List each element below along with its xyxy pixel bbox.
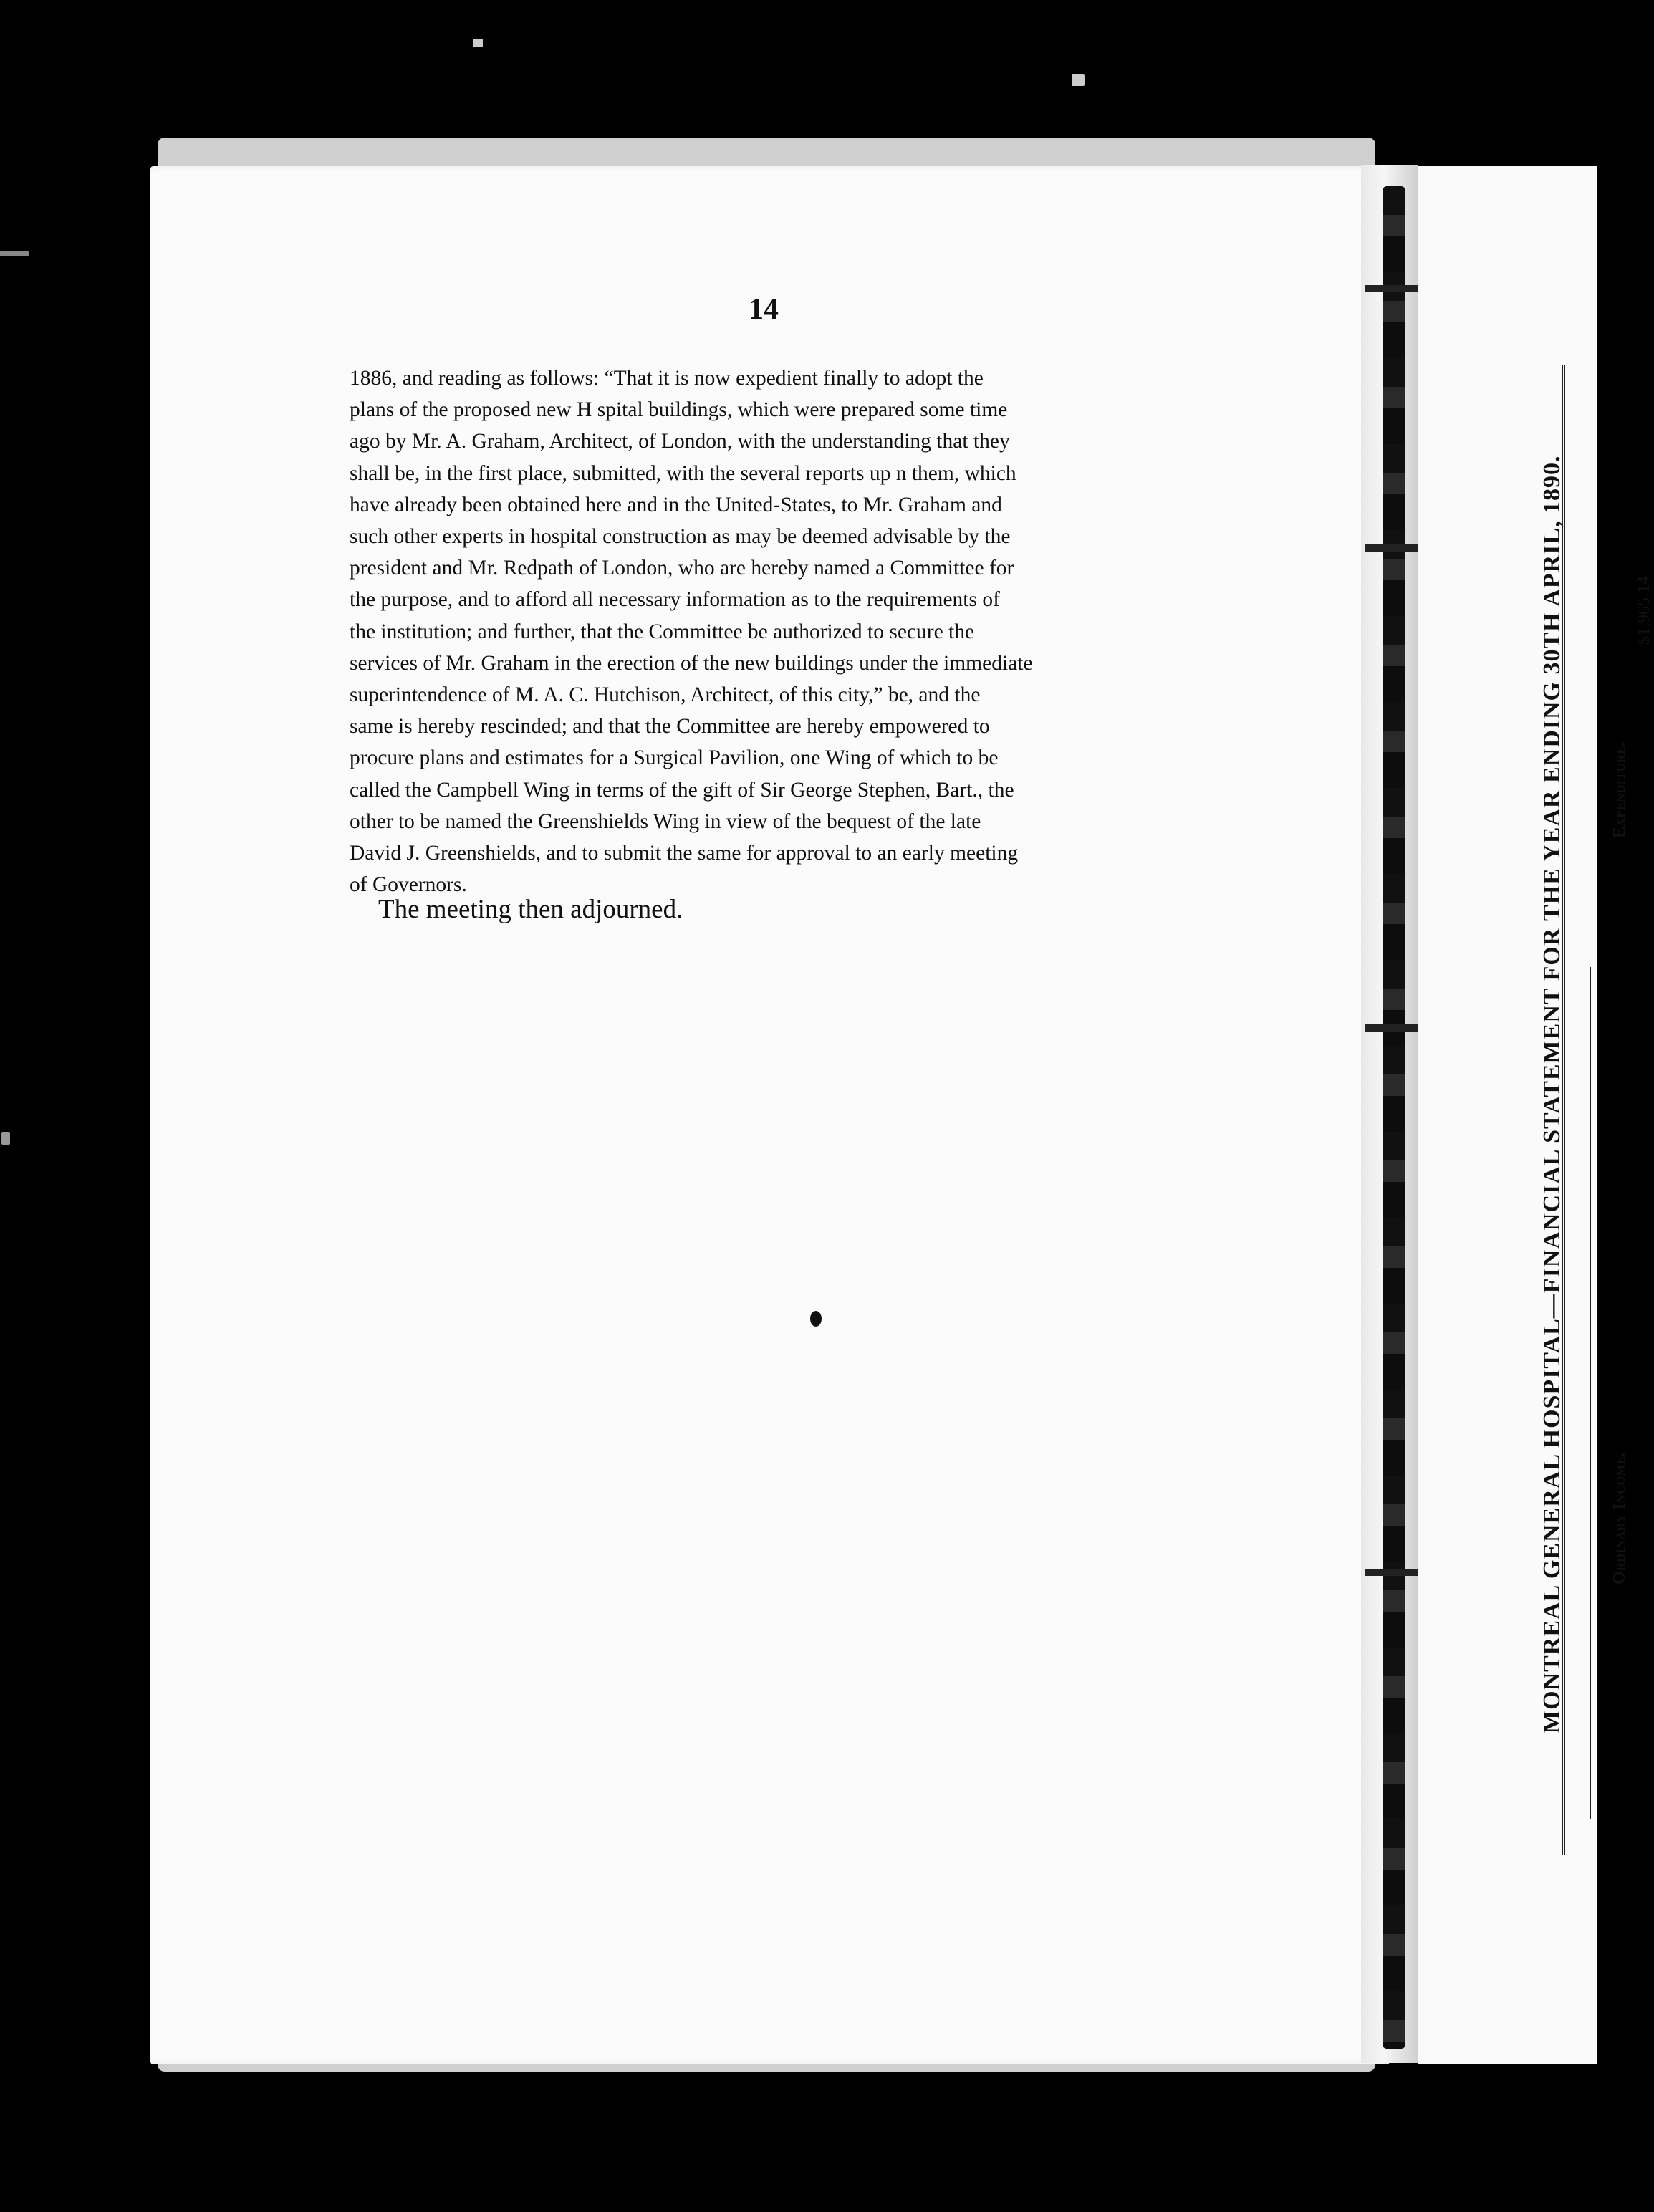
expenditure-heading: Expenditure. <box>1610 741 1629 838</box>
dust-speck <box>0 251 29 256</box>
binding-thread <box>1365 544 1422 552</box>
body-line: David J. Greenshields, and to submit the same for approval to an early meeting <box>350 842 1019 865</box>
body-line: procure plans and estimates for a Surgical Pavilion, one Wing of which to be <box>350 746 999 770</box>
body-line: president and Mr. Redpath of London, who are hereby named a Committee for <box>350 557 1014 580</box>
body-line: 1886, and reading as follows: “That it is now expedient finally to adopt the <box>350 367 984 390</box>
dust-speck <box>1 1132 10 1145</box>
cut-off-amount: $1,965.14 <box>1635 576 1653 645</box>
body-line: of Governors. <box>350 873 467 897</box>
facing-page-title: MONTREAL GENERAL HOSPITAL—FINANCIAL STATEMENT FOR THE YEAR ENDING 30TH APRIL, 1890. <box>1539 455 1565 1733</box>
binding-thread <box>1365 1569 1422 1576</box>
facing-page <box>1418 166 1597 2064</box>
body-line: superintendence of M. A. C. Hutchison, Architect, of this city,” be, and the <box>350 683 981 707</box>
page-number: 14 <box>749 293 779 326</box>
closing-line: The meeting then adjourned. <box>378 895 683 924</box>
torn-binding <box>1383 186 1405 2049</box>
body-line: plans of the proposed new H spital buildings, which were prepared some time <box>350 398 1008 422</box>
body-line: called the Campbell Wing in terms of the gift of Sir George Stephen, Bart., the <box>350 778 1014 802</box>
binding-thread <box>1365 1024 1422 1032</box>
body-line: have already been obtained here and in the United-States, to Mr. Graham and <box>350 493 1002 516</box>
dust-speck <box>1072 74 1085 86</box>
body-paragraph <box>350 362 1172 900</box>
body-line: other to be named the Greenshields Wing in view of the bequest of the late <box>350 809 981 833</box>
body-line: the institution; and further, that the Committee be authorized to secure the <box>350 620 975 643</box>
column-rule <box>1590 967 1591 1819</box>
body-line: the purpose, and to afford all necessary information as to the requirements of <box>350 588 1000 612</box>
dust-speck <box>473 39 483 47</box>
body-line: shall be, in the first place, submitted, with the several reports up n them, which <box>350 461 1016 485</box>
income-heading: Ordinary Income. <box>1610 1452 1629 1585</box>
ink-blot <box>810 1311 822 1327</box>
body-line: same is hereby rescinded; and that the Committee are hereby empowered to <box>350 715 990 739</box>
body-line: such other experts in hospital construction as may be deemed advisable by the <box>350 525 1011 549</box>
binding-thread <box>1365 285 1422 292</box>
body-line: services of Mr. Graham in the erection of the new buildings under the immediate <box>350 651 1033 675</box>
body-line: ago by Mr. A. Graham, Architect, of London, with the understanding that they <box>350 430 1010 453</box>
